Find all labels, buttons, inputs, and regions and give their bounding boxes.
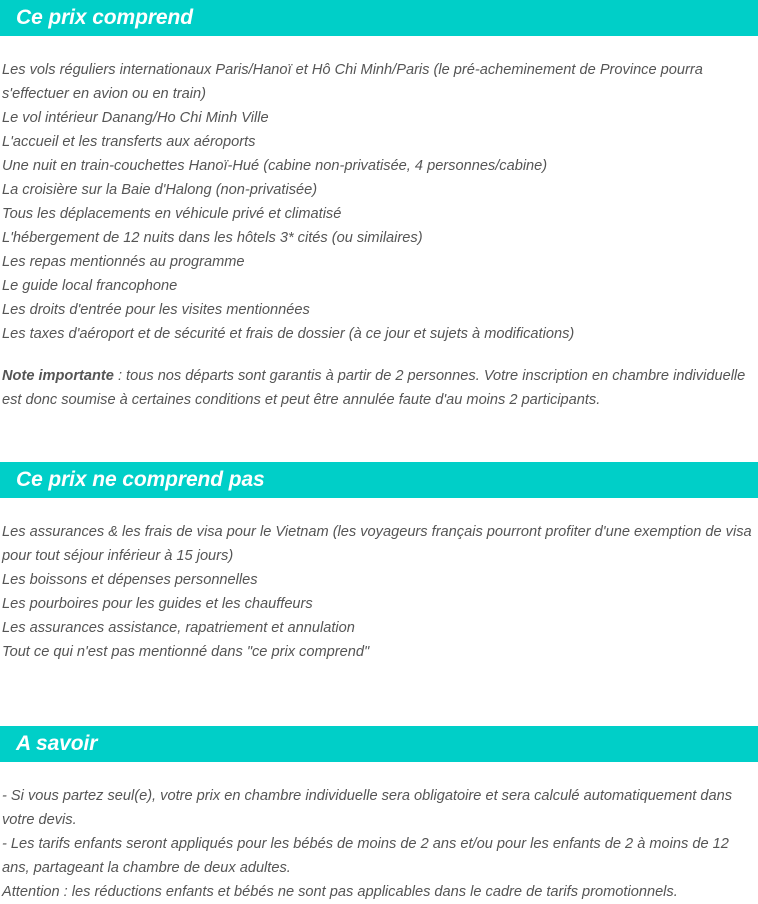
section-body-ce-prix-ne-comprend-pas bbox=[0, 498, 758, 664]
list-item: Attention : les réductions enfants et bébés ne sont pas applicables dans le cadre de tarifs promotionnels. bbox=[2, 884, 678, 900]
list-item: Les droits d'entrée pour les visites mentionnées bbox=[2, 302, 310, 318]
section-header-ce-prix-ne-comprend-pas: Ce prix ne comprend pas bbox=[0, 462, 758, 498]
good-to-know-list bbox=[2, 784, 752, 904]
important-note-text: : tous nos départs sont garantis à partir de 2 personnes. Votre inscription en chambre individuelle est donc soumise à certaines conditions et peut être annulée faute d'au moins 2 participants. bbox=[2, 368, 746, 408]
list-item: Les pourboires pour les guides et les chauffeurs bbox=[2, 596, 313, 612]
excluded-items-list bbox=[2, 520, 752, 664]
list-item: Tout ce qui n'est pas mentionné dans "ce prix comprend" bbox=[2, 644, 370, 660]
list-item: L'accueil et les transferts aux aéroports bbox=[2, 134, 256, 150]
list-item: Les taxes d'aéroport et de sécurité et frais de dossier (à ce jour et sujets à modifications) bbox=[2, 326, 575, 342]
section-header-ce-prix-comprend: Ce prix comprend bbox=[0, 0, 758, 36]
section-header-a-savoir: A savoir bbox=[0, 726, 758, 762]
list-item: - Si vous partez seul(e), votre prix en chambre individuelle sera obligatoire et sera calculé automatiquement dans votre devis. bbox=[2, 788, 733, 828]
list-item: Tous les déplacements en véhicule privé et climatisé bbox=[2, 206, 342, 222]
important-note bbox=[2, 364, 752, 412]
section-divider-spacer-2 bbox=[0, 664, 758, 704]
important-note-label: Note importante bbox=[2, 368, 114, 384]
list-item: - Les tarifs enfants seront appliqués pour les bébés de moins de 2 ans et/ou pour les enfants de 2 à moins de 12 ans, partageant la chambre de deux adultes. bbox=[2, 836, 729, 876]
list-item: La croisière sur la Baie d'Halong (non-privatisée) bbox=[2, 182, 318, 198]
list-item: Le guide local francophone bbox=[2, 278, 178, 294]
list-item: Une nuit en train-couchettes Hanoï-Hué (cabine non-privatisée, 4 personnes/cabine) bbox=[2, 158, 548, 174]
included-items-list bbox=[2, 58, 752, 346]
section-body-a-savoir bbox=[0, 762, 758, 904]
section-divider-spacer-1 bbox=[0, 412, 758, 452]
list-item: Les assurances & les frais de visa pour le Vietnam (les voyageurs français pourront profiter d'une exemption de visa pour tout séjour inférieur à 15 jours) bbox=[2, 524, 752, 564]
list-item: Le vol intérieur Danang/Ho Chi Minh Ville bbox=[2, 110, 269, 126]
list-item: Les assurances assistance, rapatriement et annulation bbox=[2, 620, 355, 636]
list-item: Les repas mentionnés au programme bbox=[2, 254, 245, 270]
list-item: Les vols réguliers internationaux Paris/Hanoï et Hô Chi Minh/Paris (le pré-acheminement de Province pourra s'effectuer en avion ou en train) bbox=[2, 62, 703, 102]
section-body-ce-prix-comprend bbox=[0, 36, 758, 412]
list-item: L'hébergement de 12 nuits dans les hôtels 3* cités (ou similaires) bbox=[2, 230, 423, 246]
list-item: Les boissons et dépenses personnelles bbox=[2, 572, 258, 588]
